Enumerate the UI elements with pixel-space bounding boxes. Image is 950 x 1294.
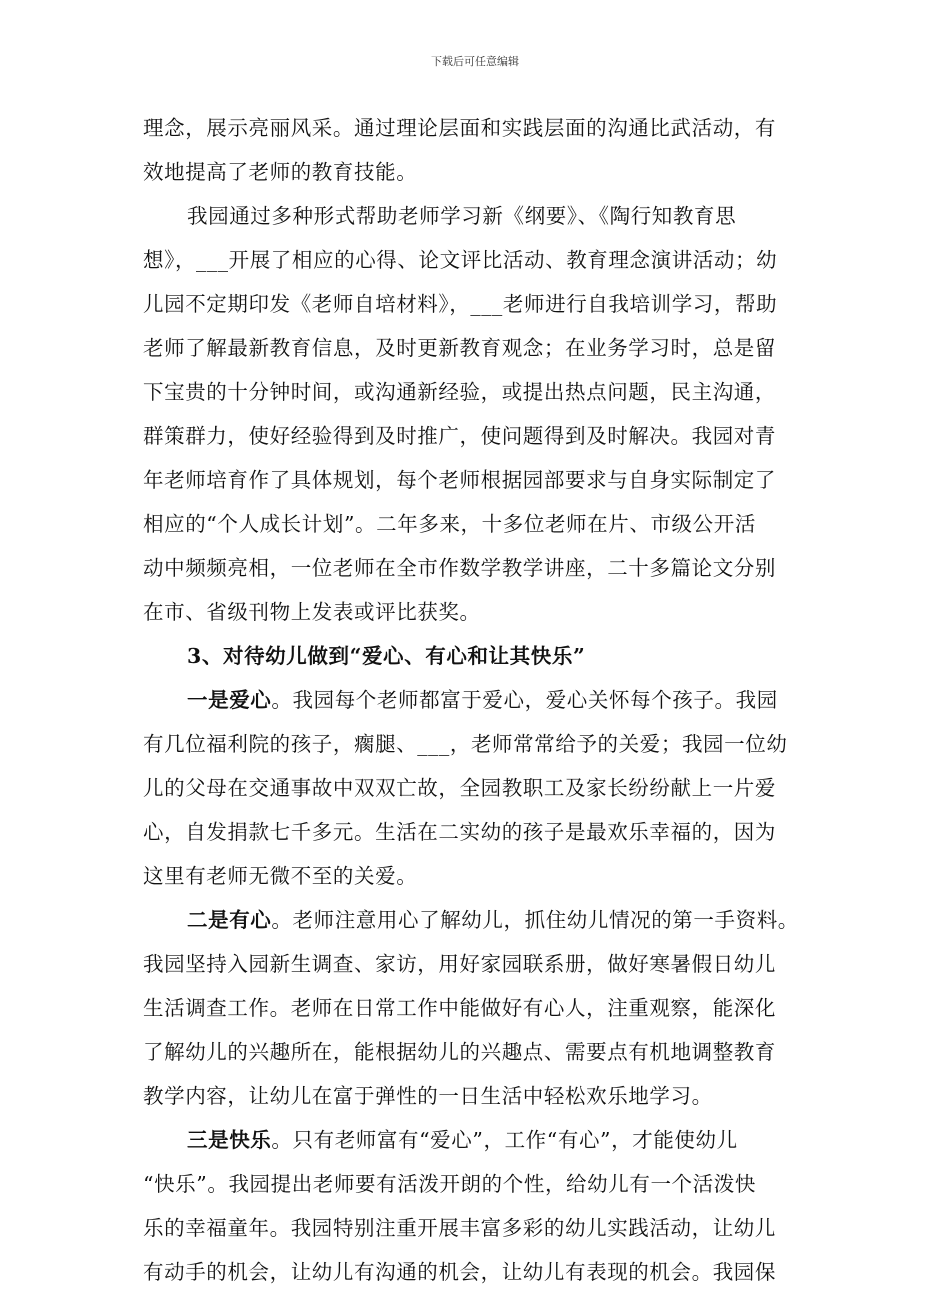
text-line: 理念，展示亮丽风采。通过理论层面和实践层面的沟通比武活动，有 <box>143 116 776 140</box>
text-line <box>143 1118 823 1162</box>
text-line <box>143 678 823 722</box>
paragraph-text: 。我园每个老师都富于爱心，爱心关怀每个孩子。我园 <box>271 688 778 712</box>
text-line: 动中频频亮相，一位老师在全市作数学教学讲座，二十多篇论文分别 <box>143 556 776 580</box>
text-line: 相应的“个人成长计划”。二年多来，十多位老师在片、市级公开活 <box>143 512 756 536</box>
text-line: 心，自发捐款七千多元。生活在二实幼的孩子是最欢乐幸福的，因为 <box>143 820 776 844</box>
text-line: 年老师培育作了具体规划，每个老师根据园部要求与自身实际制定了 <box>143 468 776 492</box>
text-line: “快乐”。我园提出老师要有活泼开朗的个性，给幼儿有一个活泼快 <box>143 1172 756 1196</box>
text-line: 群策群力，使好经验得到及时推广，使问题得到及时解决。我园对青 <box>143 424 776 448</box>
text-line: 效地提高了老师的教育技能。 <box>143 160 418 184</box>
text-line: 乐的幸福童年。我园特别注重开展丰富多彩的幼儿实践活动，让幼儿 <box>143 1216 776 1240</box>
text-line: 有几位福利院的孩子，瘸腿、___，老师常常给予的关爱；我园一位幼 <box>143 732 788 756</box>
text-line: 教学内容，让幼儿在富于弹性的一日生活中轻松欢乐地学习。 <box>143 1084 713 1108</box>
text-line: 下宝贵的十分钟时间，或沟通新经验，或提出热点问题，民主沟通， <box>143 380 776 404</box>
page-header-note: 下载后可任意编辑 <box>431 55 519 68</box>
paragraph-text: 。老师注意用心了解幼儿，抓住幼儿情况的第一手资料。 <box>271 908 799 932</box>
text-line <box>143 898 823 942</box>
paragraph-lead: 三是快乐 <box>187 1128 272 1152</box>
text-line: 儿园不定期印发《老师自培材料》，___老师进行自我培训学习，帮助 <box>143 292 778 316</box>
text-line: 老师了解最新教育信息，及时更新教育观念；在业务学习时，总是留 <box>143 336 776 360</box>
text-line: 我园坚持入园新生调查、家访，用好家园联系册，做好寒暑假日幼儿 <box>143 952 776 976</box>
text-line: 了解幼儿的兴趣所在，能根据幼儿的兴趣点、需要点有机地调整教育 <box>143 1040 776 1064</box>
text-line: 这里有老师无微不至的关爱。 <box>143 864 418 888</box>
text-line: 我园通过多种形式帮助老师学习新《纲要》、《陶行知教育思 <box>187 204 737 228</box>
text-line: 有动手的机会，让幼儿有沟通的机会，让幼儿有表现的机会。我园保 <box>143 1260 776 1284</box>
paragraph-lead: 一是爱心 <box>187 688 272 712</box>
paragraph-text: 。只有老师富有“爱心”，工作“有心”，才能使幼儿 <box>271 1128 738 1152</box>
text-line: 在市、省级刊物上发表或评比获奖。 <box>143 600 481 624</box>
text-line: 儿的父母在交通事故中双双亡故，全园教职工及家长纷纷献上一片爱 <box>143 776 776 800</box>
document-body <box>143 106 823 1294</box>
section-heading: 3、对待幼儿做到“爱心、有心和让其快乐” <box>187 644 586 668</box>
paragraph-lead: 二是有心 <box>187 908 272 932</box>
text-line: 生活调查工作。老师在日常工作中能做好有心人，注重观察，能深化 <box>143 996 776 1020</box>
text-line: 想》，___开展了相应的心得、论文评比活动、教育理念演讲活动；幼 <box>143 248 778 272</box>
